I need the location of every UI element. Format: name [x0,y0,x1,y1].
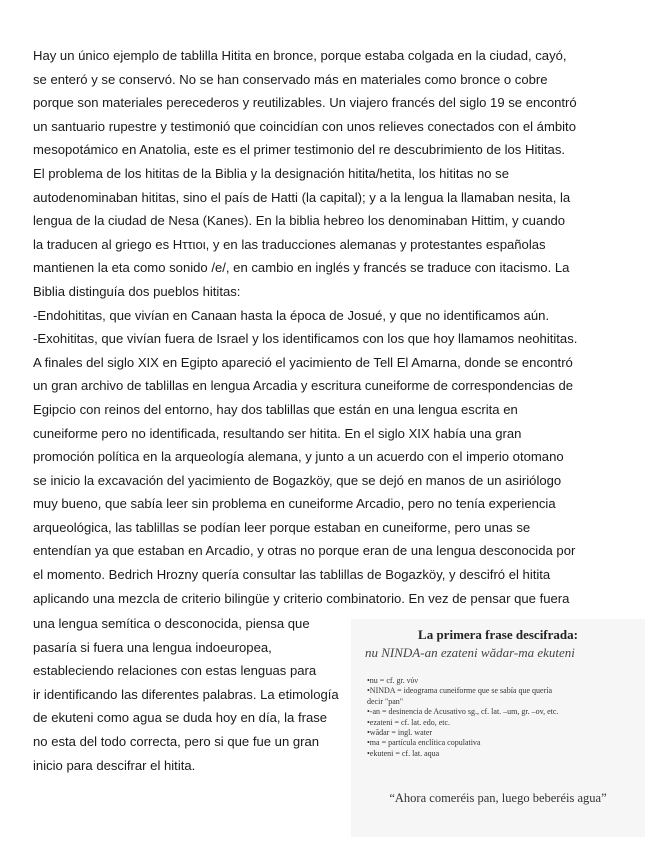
text-line: Hay un único ejemplo de tablilla Hitita en bronce, porque estaba colgada en la ciudad, cayó, [33,48,567,63]
text-line: no esta del todo correcta, pero si que fue un gran [33,733,320,749]
text-line: mantienen la eta como sonido /e/, en cambio en inglés y francés se traduce con itacismo. La [33,260,570,276]
gloss-notes [367,676,637,759]
sentence-suffix: -an ezateni wădar-ma ekuteni [420,645,575,660]
text-line: pasaría si fuera una lengua indoeuropea, [33,639,272,655]
text-line: entendían ya que estaban en Arcadio, y otras no porque eran de una lengua desconocida por [33,543,576,559]
text-line: una lengua semítica o desconocida, piensa que [33,616,310,631]
figure-translation: “Ahora comeréis pan, luego beberéis agua” [389,791,607,805]
gloss-note: •ma = partícula enclítica copulativa [367,738,481,748]
text-line: aplicando una mezcla de criterio bilingüe y criterio combinatorio. En vez de pensar que fuera [33,590,570,606]
text-line: Biblia distinguía dos pueblos hititas: [33,283,241,299]
text-line: Egipcio con reinos del entorno, hay dos tablillas que están en una lengua escrita en [33,401,518,417]
text-line: un santuario rupestre y testimonió que coincidían con unos relieves conectados con el ámbito [33,118,576,134]
decipherment-figure [351,619,645,837]
main-paragraph [33,44,625,610]
text-line: un gran archivo de tablillas en lengua Arcadia y escritura cuneiforme de correspondencias de [33,378,574,394]
wrapped-paragraph [33,612,351,777]
text-line: ir identificando las diferentes palabras. La etimología [33,686,339,702]
gloss-note: decir "pan" [367,696,404,706]
text-line: inicio para descifrar el hitita. [33,757,196,773]
gloss-note: •-an = desinencia de Acusativo sg., cf. lat. –um, gr. –ov, etc. [367,707,559,717]
text-line: el momento. Bedrich Hrozny quería consultar las tablillas de Bogazköy, y descifró el hitita [33,567,551,583]
figure-title: La primera frase descifrada: [418,627,578,642]
text-line: mesopotámico en Anatolia, este es el primer testimonio del re descubrimiento de los Hititas. [33,142,566,158]
text-line: lengua de la ciudad de Nesa (Kanes). En la biblia hebreo los denominaban Hittim, y cuando [33,213,566,229]
text-line: arqueológica, las tablillas se podían leer porque estaban en cuneiforme, pero unas se [33,519,531,535]
text-line: -Endohititas, que vivían en Canaan hasta la época de Josué, y que no identificamos aún. [33,307,550,323]
sentence-prefix: nu NINDA [365,645,421,660]
text-line: la traducen al griego es Ηττιοι, y en las traducciones alemanas y protestantes españolas [33,236,546,252]
text-line: porque son materiales perecederos y reutilizables. Un viajero francés del siglo 19 se encontró [33,95,577,111]
text-line: estableciendo relaciones con estas lenguas para [33,663,317,679]
text-line: se inicio la excavación del yacimiento de Bogazköy, que se dejó en manos de un asiriólogo [33,472,562,488]
text-line: promoción política en la arqueología alemana, y junto a un acuerdo con el imperio otomano [33,449,564,465]
hittite-sentence [365,645,575,661]
text-line: A finales del siglo XIX en Egipto apareció el yacimiento de Tell El Amarna, donde se encontró [33,354,573,370]
gloss-note: •ezateni = cf. lat. edo, etc. [367,717,451,727]
text-line: muy bueno, que sabía leer sin problema en cuneiforme Arcadio, pero no tenía experiencia [33,496,556,512]
text-line: de ekuteni como agua se duda hoy en día, la frase [33,710,328,726]
text-line: cuneiforme pero no identificada, resultando ser hitita. En el siglo XIX había una gran [33,425,522,441]
text-line: -Exohititas, que vivían fuera de Israel y los identificamos con los que hoy llamamos neohititas. [33,331,578,347]
text-line: El problema de los hititas de la Biblia y la designación hitita/hetita, los hititas no se [33,165,510,181]
text-line: se enteró y se conservó. No se han conservado más en materiales como bronce o cobre [33,71,548,87]
gloss-note: •ekuteni = cf. lat. aqua [367,748,440,758]
gloss-note: •wădar = ingl. water [367,728,433,738]
gloss-note: •nu = cf. gr. νύν [367,676,418,685]
gloss-note: •NINDA = ideograma cuneiforme que se sabía que quería [367,686,553,696]
text-line: autodenominaban hititas, sino el país de Hatti (la capital); y a la lengua la llamaban nesita, la [33,189,571,205]
